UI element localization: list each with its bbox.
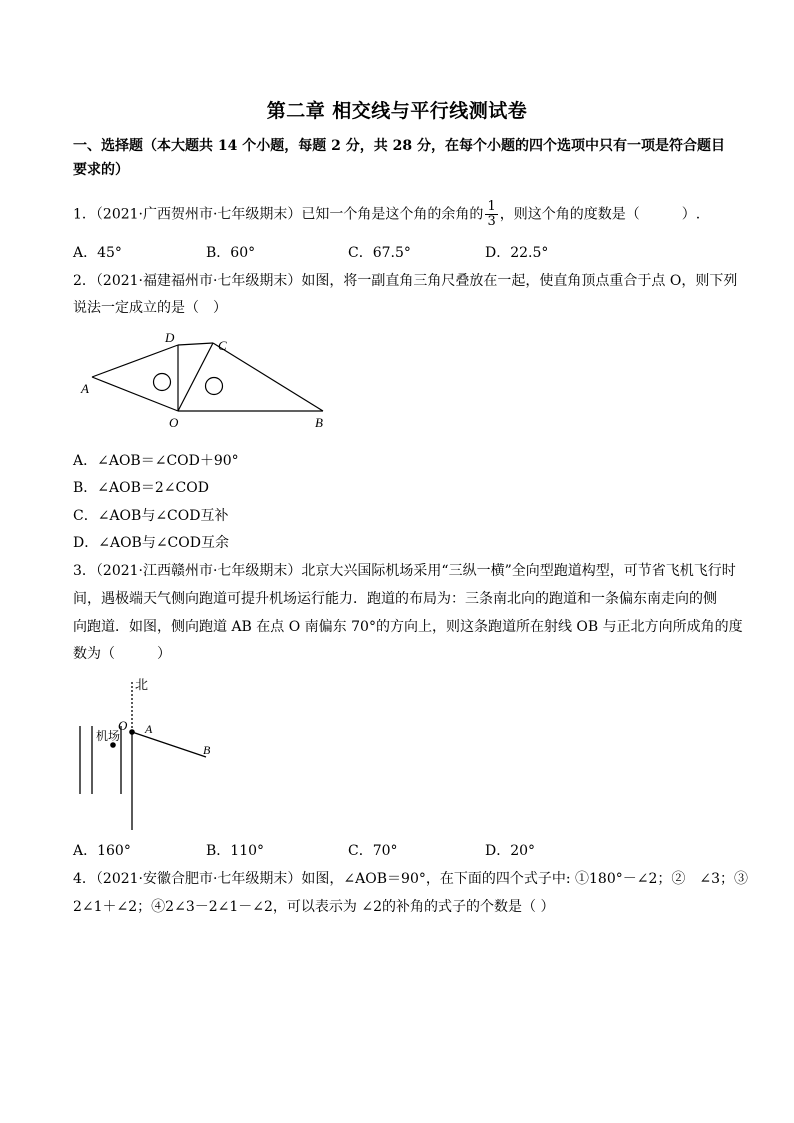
segment-co [178, 343, 213, 411]
question-2-line-1: 2．（2021·福建福州市·七年级期末）如图，将一副直角三角尺叠放在一起，使直角顶点重合于点 O，则下列 [73, 273, 738, 289]
question-3-line-3: 向跑道．如图，侧向跑道 AB 在点 O 南偏东 70°的方向上，则这条跑道所在射线 OB 与正北方向所成角的度 [73, 619, 743, 635]
q2-option-a[interactable]: A．∠AOB＝∠COD＋90° [73, 453, 239, 469]
fraction-one-third [485, 200, 497, 229]
set-square-hole-left [154, 374, 171, 391]
runway-ab [132, 732, 206, 757]
airport-point [110, 742, 116, 748]
q2-option-b[interactable]: B．∠AOB＝2∠COD [73, 480, 209, 496]
label-airport: 机场 [96, 729, 121, 743]
q1-option-c[interactable]: C．67.5° [348, 245, 411, 261]
question-1-text: 1．（2021·广西贺州市·七年级期末）已知一个角是这个角的余角的 [73, 206, 484, 223]
page-title: 第二章 相交线与平行线测试卷 [266, 100, 528, 122]
q3-option-b[interactable]: B．110° [206, 843, 265, 859]
q3-option-a[interactable]: A．160° [73, 843, 131, 859]
section-heading: 一、选择题（本大题共 14 个小题，每题 2 分，共 28 分，在每个小题的四个选项中只有一项是符合题目要求的） [73, 138, 725, 178]
segment-cb [213, 343, 323, 411]
point-o [129, 729, 135, 735]
label-a: A [145, 722, 153, 736]
label-north: 北 [135, 677, 149, 692]
q2-option-d[interactable]: D．∠AOB与∠COD互余 [73, 535, 229, 551]
label-a: A [81, 381, 89, 396]
segment-ad [92, 345, 178, 377]
q1-option-b[interactable]: B．60° [206, 245, 256, 261]
fraction-denominator: 3 [487, 214, 496, 229]
q3-option-d[interactable]: D．20° [485, 843, 536, 859]
airport-runway-figure [70, 674, 230, 834]
label-o: O [118, 718, 128, 733]
question-2-line-2: 说法一定成立的是（ ） [73, 300, 227, 316]
question-1-text-end: ，则这个角的度数是（ ）. [499, 206, 701, 223]
fraction-numerator: 1 [487, 199, 496, 214]
question-3-line-4: 数为（ ） [73, 646, 171, 662]
question-3-line-1: 3．（2021·江西赣州市·七年级期末）北京大兴国际机场采用“三纵一横”全向型跑道构型，可节省飞机飞行时 [73, 563, 736, 579]
label-b: B [203, 743, 211, 757]
label-d: D [165, 330, 175, 345]
question-4-line-1: 4．（2021·安徽合肥市·七年级期末）如图，∠AOB＝90°，在下面的四个式子中: ①180°－∠2；② ∠3；③ [73, 871, 749, 887]
question-4-line-2: 2∠1＋∠2；④2∠3－2∠1－∠2，可以表示为 ∠2的补角的式子的个数是（ ） [73, 899, 555, 915]
label-o: O [169, 415, 179, 430]
question-1-options [73, 242, 733, 260]
question-1 [73, 200, 700, 229]
label-b: B [315, 415, 323, 430]
label-c: C [218, 338, 227, 353]
question-3-line-2: 间，遇极端天气侧向跑道可提升机场运行能力．跑道的布局为：三条南北向的跑道和一条偏东南走向的侧 [73, 591, 717, 607]
q1-option-d[interactable]: D．22.5° [485, 245, 549, 261]
triangle-set-figure [80, 328, 340, 433]
q1-option-a[interactable]: A．45° [73, 245, 122, 261]
segment-dc [178, 343, 213, 345]
set-square-hole-right [206, 378, 223, 395]
q3-option-c[interactable]: C．70° [348, 843, 398, 859]
segment-ao [92, 377, 178, 411]
question-3-options [73, 840, 733, 858]
q2-option-c[interactable]: C．∠AOB与∠COD互补 [73, 508, 229, 524]
